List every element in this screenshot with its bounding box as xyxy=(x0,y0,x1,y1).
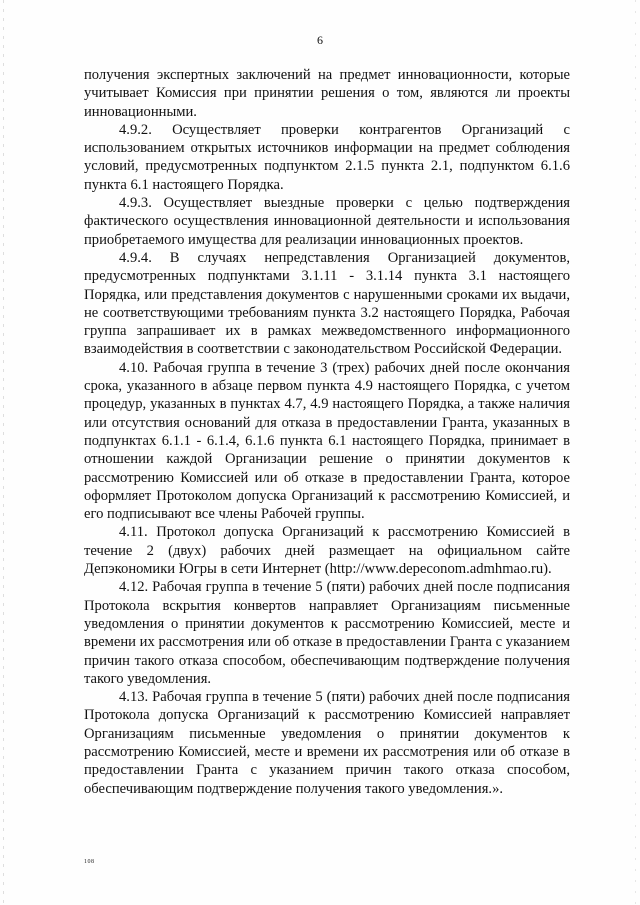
scan-edge-left xyxy=(3,0,4,905)
document-body xyxy=(84,66,570,798)
scan-edge-right xyxy=(635,0,636,905)
paragraph-4-9-4: 4.9.4. В случаях непредставления Организацией документов, предусмотренных подпунктами 3.1.11 - 3.1.14 пункта 3.1 настоящего Порядка, или представления документов с нарушенными сроками их выдачи, не соответствующими требованиям пункта 3.2 настоящего Порядка, Рабочая группа запрашивает их в рамках межведомственного информационного взаимодействия в соответствии с законодательством Российской Федерации. xyxy=(84,249,570,358)
paragraph-4-9-3: 4.9.3. Осуществляет выездные проверки с целью подтверждения фактического осуществления инновационной деятельности и использования приобретаемого имущества для реализации инновационных проектов. xyxy=(84,195,570,248)
paragraph-4-9-2: 4.9.2. Осуществляет проверки контрагентов Организаций с использованием открытых источников информации на предмет соблюдения условий, предусмотренных подпунктом 2.1.5 пункта 2.1, подпунктом 6.1.6 пункта 6.1 настоящего Порядка. xyxy=(84,121,570,193)
paragraph-4-11: 4.11. Протокол допуска Организаций к рассмотрению Комиссией в течение 2 (двух) рабочих дней размещает на официальном сайте Депэкономики Югры в сети Интернет (http://www.depeconom.admhmao.ru). xyxy=(84,524,570,578)
page-number: 6 xyxy=(317,33,323,47)
paragraph-4-13: 4.13. Рабочая группа в течение 5 (пяти) рабочих дней после подписания Протокола допуска Организаций к рассмотрению Комиссией направляет Организациям письменные уведомления о принятии документов к рассмотрению Комиссией, месте и времени их рассмотрения или об отказе в предоставлении Гранта с указанием причин такого отказа способом, обеспечивающим подтверждение получения такого уведомления.». xyxy=(84,689,570,797)
paragraph-4-12: 4.12. Рабочая группа в течение 5 (пяти) рабочих дней после подписания Протокола вскрытия конвертов направляет Организациям письменные уведомления о принятии документов к рассмотрению Комиссией, месте и времени их рассмотрения или об отказе в предоставлении Гранта с указанием причин такого отказа способом, обеспечивающим подтверждение получения такого уведомления. xyxy=(84,579,570,687)
paragraph-continuation: получения экспертных заключений на предмет инновационности, которые учитывает Комиссия при принятии решения о том, являются ли проекты инновационными. xyxy=(84,67,570,120)
paragraph-4-10: 4.10. Рабочая группа в течение 3 (трех) рабочих дней после окончания срока, указанного в абзаце первом пункта 4.9 настоящего Порядка, с учетом процедур, указанных в пунктах 4.7, 4.9 настоящего Порядка, а также наличия или отсутствия оснований для отказа в предоставлении Гранта, указанных в подпунктах 6.1.1 - 6.1.4, 6.1.6 пункта 6.1 настоящего Порядка, принимает в отношении каждой Организации решение о принятии документов к рассмотрению Комиссией или об отказе в предоставлении Гранта, которое оформляет Протоколом допуска Организаций к рассмотрению Комиссией, и его подписывают все члены Рабочей группы. xyxy=(84,359,570,523)
footer-mark: 108 xyxy=(84,859,95,865)
